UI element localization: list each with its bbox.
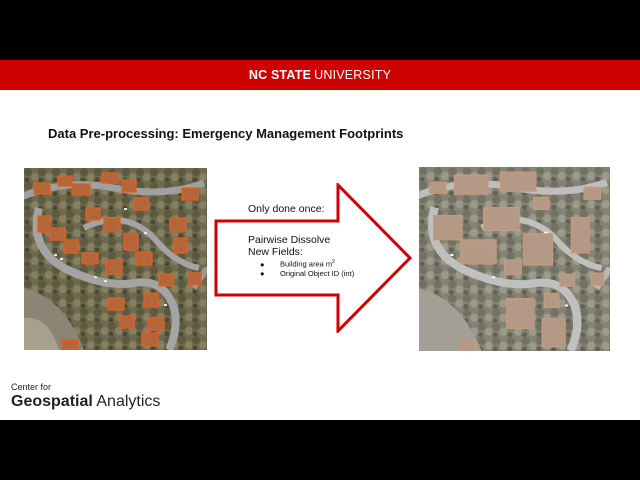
banner-bold-text: NC STATE [248,68,312,82]
bullet-text: Building area m [280,259,333,269]
bullet-building-area [260,259,335,269]
bullet-object-id [260,269,354,278]
right-aerial-image [419,167,610,351]
bullet-text: Original Object ID (int) [280,269,355,278]
logo-geospatial: Geospatial [11,393,93,410]
right-aerial-graphic [419,167,610,351]
university-banner [0,60,640,90]
logo-name [11,393,160,411]
arrow-line-once: Only done once: [248,203,325,215]
slide [0,60,640,420]
banner-light-text: UNIVERSITY [314,68,392,82]
bullet-icon: ● [260,269,265,278]
bullet-icon: ● [260,259,265,269]
bullet-superscript: 2 [332,259,335,265]
left-aerial-image [24,168,207,350]
left-aerial-graphic [24,168,207,350]
arrow-line-new-fields: New Fields: [248,246,303,258]
logo-analytics: Analytics [96,393,161,410]
arrow-line-dissolve: Pairwise Dissolve [248,234,331,246]
logo-center-for: Center for [11,382,52,392]
slide-title: Data Pre-processing: Emergency Management Footprints [48,126,404,141]
